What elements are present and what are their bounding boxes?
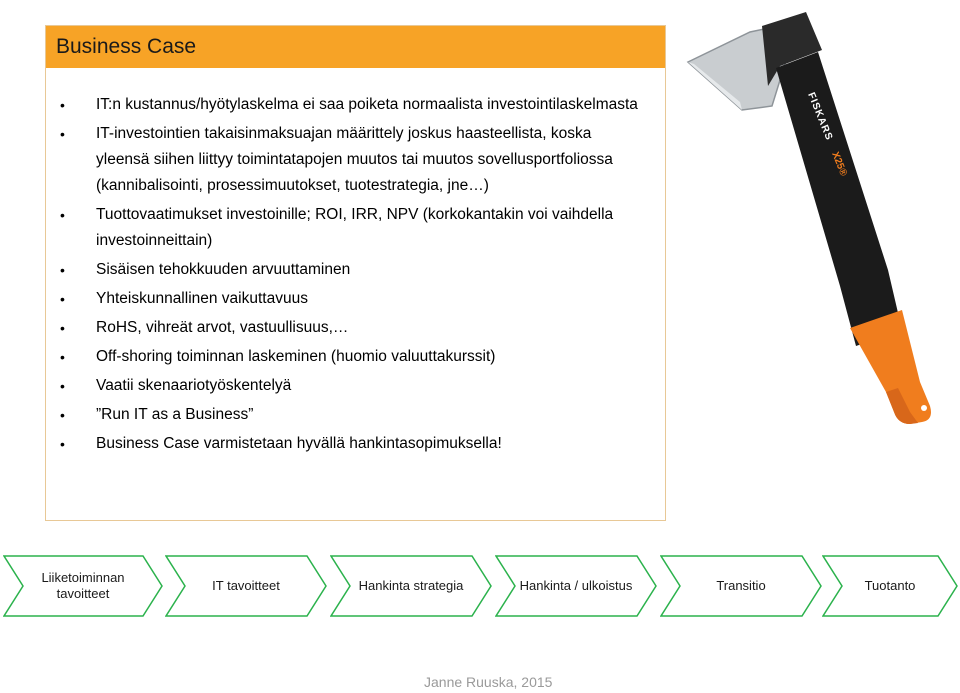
axe-image [680, 10, 960, 440]
bullet-icon: • [60, 262, 65, 278]
bullet-icon: • [60, 126, 65, 142]
process-step-label: Transitio [716, 578, 766, 593]
bullet-item: • Tuottovaatimukset investoinille; ROI, IRR, NPV (korkokantakin voi vaihdella investoinneittain) [46, 202, 665, 254]
bullet-icon: • [60, 291, 65, 307]
bullet-list [46, 92, 665, 460]
axe-brand-label: FISKARS [805, 91, 835, 143]
bullet-item: • Business Case varmistetaan hyvällä hankintasopimuksella! [46, 431, 665, 457]
process-step-transitio [660, 555, 822, 617]
bullet-item: • Vaatii skenaariotyöskentelyä [46, 373, 665, 399]
slide-title: Business Case [46, 26, 665, 68]
bullet-icon: • [60, 436, 65, 452]
process-step-label: IT tavoitteet [212, 578, 280, 593]
bullet-icon: • [60, 378, 65, 394]
bullet-icon: • [60, 207, 65, 223]
bullet-item: • RoHS, vihreät arvot, vastuullisuus,… [46, 315, 665, 341]
process-step-label: Hankinta strategia [358, 578, 464, 593]
axe-handle [776, 52, 902, 346]
process-step-it-tavoitteet [165, 555, 327, 617]
process-step-hankinta-ulkoistus [495, 555, 657, 617]
axe-model-label: X25® [829, 150, 849, 178]
bullet-item: • IT-investointien takaisinmaksuajan määrittely joskus haasteellista, koska yleensä siihen liittyy toimintatapojen muutos tai muutos sovellusportfoliossa (kannibalisointi, prosessimuutokset, tuotestrategia, jne…) [46, 121, 665, 199]
bullet-icon: • [60, 407, 65, 423]
bullet-item: • Yhteiskunnallinen vaikuttavuus [46, 286, 665, 312]
business-case-box [45, 25, 666, 521]
process-step-hankinta-strategia [330, 555, 492, 617]
bullet-item: • Off-shoring toiminnan laskeminen (huomio valuuttakurssit) [46, 344, 665, 370]
bullet-icon: • [60, 97, 65, 113]
process-step-tuotanto [822, 555, 958, 617]
author-footer: Janne Ruuska, 2015 [424, 674, 553, 690]
axe-grip [850, 310, 931, 424]
process-step-liiketoiminnan-tavoitteet [3, 555, 163, 617]
bullet-item: • ”Run IT as a Business” [46, 402, 665, 428]
bullet-item: • Sisäisen tehokkuuden arvuuttaminen [46, 257, 665, 283]
process-step-label: Tuotanto [864, 578, 916, 593]
bullet-icon: • [60, 349, 65, 365]
process-step-label: Liiketoiminnan tavoitteet [41, 570, 125, 601]
bullet-icon: • [60, 320, 65, 336]
process-step-label: Hankinta / ulkoistus [519, 578, 633, 593]
bullet-item: • IT:n kustannus/hyötylaskelma ei saa poiketa normaalista investointilaskelmasta [46, 92, 665, 118]
process-flow [0, 555, 960, 617]
